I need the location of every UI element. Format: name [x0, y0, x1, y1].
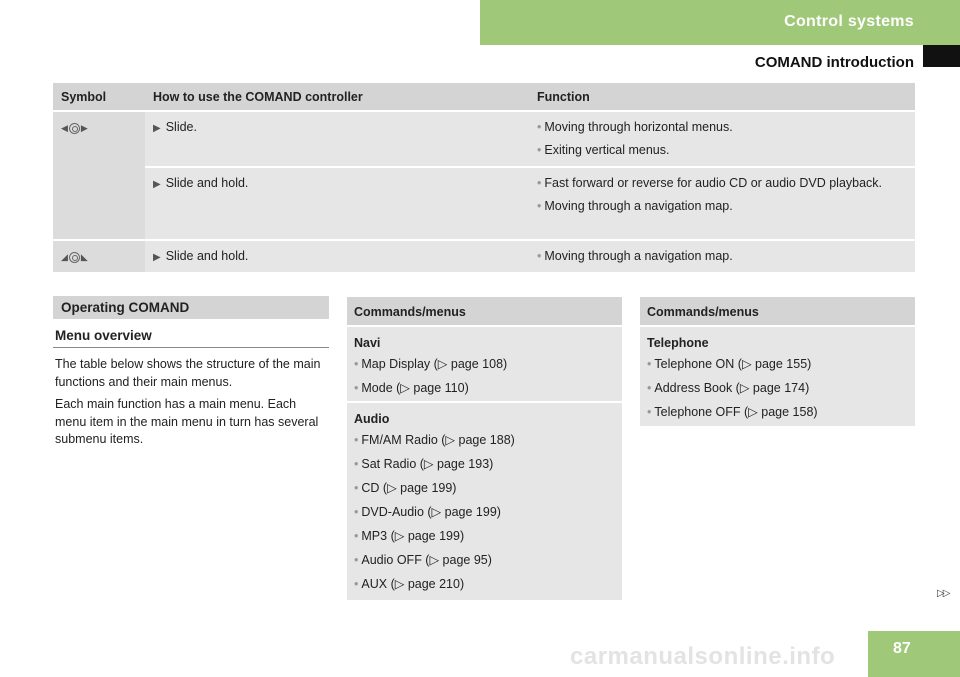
- menu-item: Mode (▷ page 110): [361, 381, 469, 395]
- subsection-title: COMAND introduction: [754, 54, 914, 71]
- action-cell: [145, 111, 529, 167]
- table-row: [53, 167, 915, 240]
- section-title-bar: [480, 0, 960, 45]
- bullet-icon: •: [537, 249, 542, 263]
- menu-item: Telephone ON (▷ page 155): [654, 357, 812, 371]
- table-row: [53, 240, 915, 272]
- menu-item: Audio OFF (▷ page 95): [361, 553, 492, 567]
- function-cell: [529, 240, 915, 272]
- menu-overview-heading: Menu overview: [53, 328, 329, 348]
- menu-item: Sat Radio (▷ page 193): [361, 457, 494, 471]
- arrow-right-icon: ▶: [153, 123, 161, 134]
- menu-item: DVD-Audio (▷ page 199): [361, 505, 501, 519]
- function-cell: [529, 167, 915, 240]
- function-text: Moving through a navigation map.: [544, 249, 733, 263]
- symbol-cell: [53, 111, 145, 240]
- bullet-icon: •: [647, 381, 652, 395]
- symbol-cell: [53, 240, 145, 272]
- menu-item: MP3 (▷ page 199): [361, 529, 465, 543]
- bullet-icon: •: [354, 433, 359, 447]
- operating-comand-header: Operating COMAND: [53, 296, 329, 319]
- menu-item: FM/AM Radio (▷ page 188): [361, 433, 515, 447]
- menu-section-navi: [347, 325, 622, 401]
- section-title: Navi: [354, 336, 381, 350]
- continue-arrows-icon: ▷▷: [937, 588, 949, 599]
- bullet-icon: •: [537, 120, 542, 134]
- menu-section-telephone: [640, 325, 915, 432]
- menu-item: Telephone OFF (▷ page 158): [654, 405, 818, 419]
- bullet-icon: •: [537, 176, 542, 190]
- bullet-icon: •: [354, 505, 359, 519]
- action-cell: [145, 240, 529, 272]
- function-cell: [529, 111, 915, 167]
- action-cell: [145, 167, 529, 240]
- bullet-icon: •: [354, 481, 359, 495]
- menu-section-audio: [347, 401, 622, 604]
- commands-menus-header: Commands/menus: [347, 297, 622, 325]
- controller-slide-diagonal-icon: ◢ ◣: [61, 252, 88, 262]
- commands-menus-table-left: [347, 297, 622, 600]
- bullet-icon: •: [647, 405, 652, 419]
- bullet-icon: •: [354, 457, 359, 471]
- arrow-right-icon: ▶: [153, 179, 161, 190]
- column-header-symbol: Symbol: [53, 83, 145, 111]
- bullet-icon: •: [354, 357, 359, 371]
- function-text: Moving through horizontal menus.: [544, 120, 733, 134]
- action-text: Slide and hold.: [165, 176, 249, 190]
- bullet-icon: •: [354, 577, 359, 591]
- section-title: Control systems: [784, 13, 914, 30]
- page-number: 87: [868, 631, 960, 677]
- function-text: Moving through a navigation map.: [544, 199, 733, 213]
- body-paragraph: Each main function has a main menu. Each menu item in the main menu in turn has several submenu items.: [55, 397, 319, 446]
- body-paragraph: The table below shows the structure of the main functions and their main menus.: [55, 357, 321, 389]
- bullet-icon: •: [354, 553, 359, 567]
- arrow-right-icon: ▶: [153, 252, 161, 263]
- table-row: [53, 111, 915, 167]
- bullet-icon: •: [647, 357, 652, 371]
- section-title: Telephone: [647, 336, 709, 350]
- table-header-row: [53, 83, 915, 111]
- action-text: Slide.: [165, 120, 197, 134]
- menu-item: CD (▷ page 199): [361, 481, 457, 495]
- bullet-icon: •: [537, 199, 542, 213]
- bullet-icon: •: [354, 381, 359, 395]
- menu-item: Address Book (▷ page 174): [654, 381, 810, 395]
- column-header-how: How to use the COMAND controller: [145, 83, 529, 111]
- menu-item: AUX (▷ page 210): [361, 577, 465, 591]
- menu-item: Map Display (▷ page 108): [361, 357, 508, 371]
- bullet-icon: •: [537, 143, 542, 157]
- commands-menus-table-right: [640, 297, 915, 426]
- commands-menus-header: Commands/menus: [640, 297, 915, 325]
- watermark: carmanualsonline.info: [570, 643, 836, 670]
- column-header-function: Function: [529, 83, 915, 111]
- action-text: Slide and hold.: [165, 249, 249, 263]
- bullet-icon: •: [354, 529, 359, 543]
- section-title: Audio: [354, 412, 390, 426]
- controller-slide-left-right-icon: ◀ ▶: [61, 123, 88, 133]
- function-text: Fast forward or reverse for audio CD or audio DVD playback.: [544, 176, 883, 190]
- symbol-table: [53, 83, 915, 272]
- function-text: Exiting vertical menus.: [544, 143, 670, 157]
- chapter-tab: [923, 45, 960, 67]
